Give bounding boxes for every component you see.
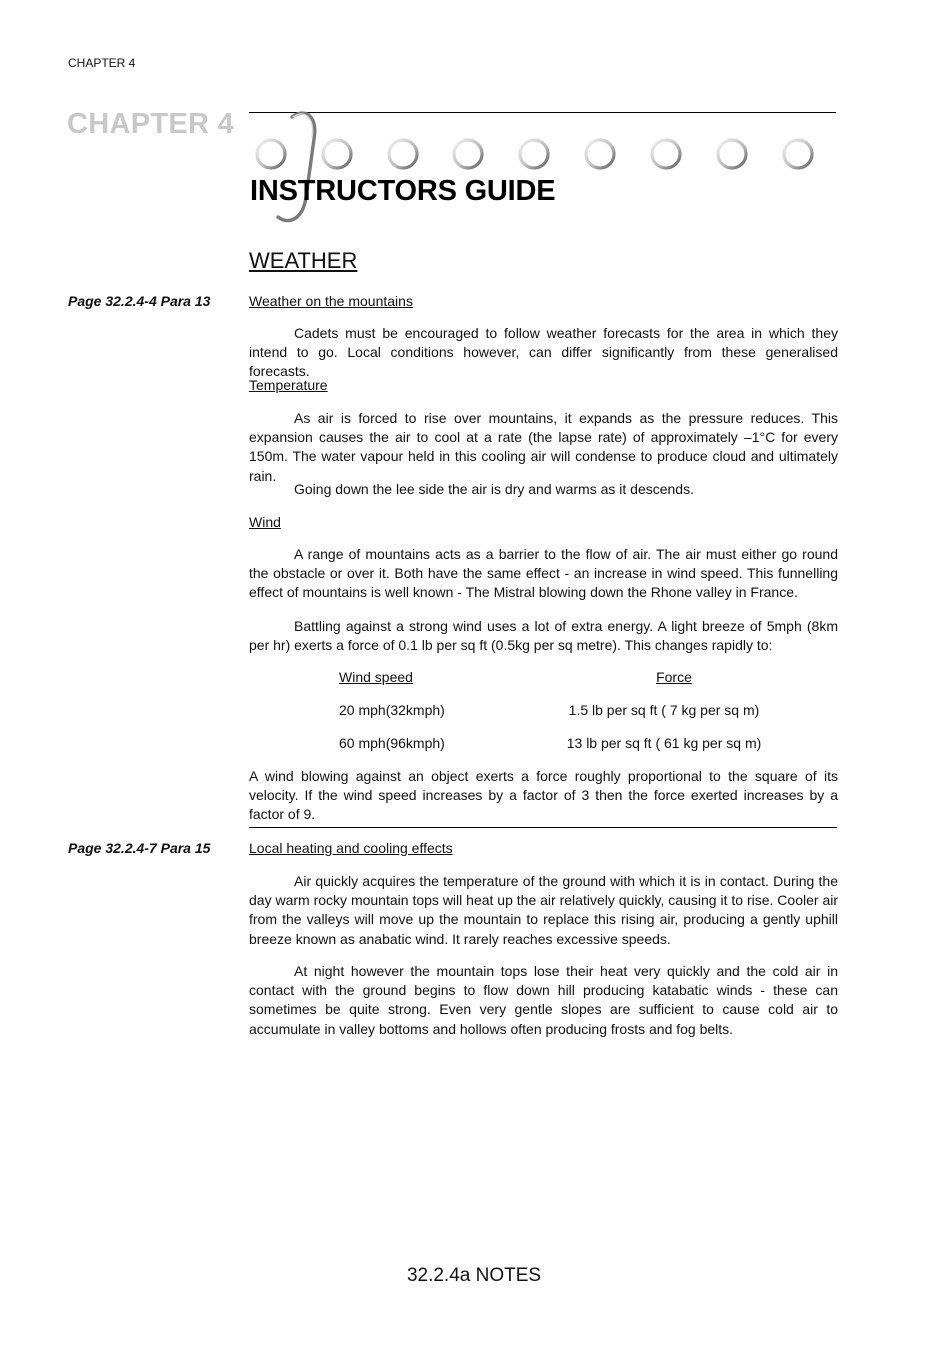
section-title: WEATHER [249,248,358,273]
table-cell-speed-row-2: 60 mph(96kmph) [339,735,445,751]
table-cell-force-row-2: 13 lb per sq ft ( 61 kg per sq m) [566,735,762,751]
guide-title: INSTRUCTORS GUIDE [250,175,556,207]
margin-reference-para-15: Page 32.2.4-7 Para 15 [68,840,211,856]
running-head: CHAPTER 4 [68,56,136,70]
subheading-local-heating-cooling: Local heating and cooling effects [249,840,453,856]
binder-rings [257,140,812,168]
paragraph-local-heating-1: Air quickly acquires the temperature of the ground with which it is in contact. During the day warm rocky mountain tops will heat up the air relatively quickly, causing it to rise. Cooler air from the valleys will move up the mountain to replace this rising air, producing a gently uphill breeze known as anabatic wind. It rarely reaches excessive speeds. [249,873,838,947]
paragraph-temperature-1: As air is forced to rise over mountains, it expands as the pressure reduces. This expansion causes the air to cool at a rate (the lapse rate) of approximately –1°C for every 150m. The water vapour held in this cooling air will condense to produce cloud and ultimately rain. [249,410,838,484]
binder-rings-graphic [248,105,838,230]
paragraph-local-heating-2: At night however the mountain tops lose their heat very quickly and the cold air in contact with the ground begins to flow down hill producing katabatic winds - these can sometimes be quite strong. Even very gentle slopes are sufficient to cause cold air to accumulate in valley bottoms and hollows often producing frosts and fog belts. [249,963,838,1037]
chapter-label: CHAPTER 4 [67,108,235,140]
subheading-temperature: Temperature [249,377,328,393]
paragraph-intro: Cadets must be encouraged to follow weather forecasts for the area in which they intend to go. Local conditions however, can differ significantly from these generalised forecasts. [249,325,838,380]
paragraph-temperature-2: Going down the lee side the air is dry and warms as it descends. [294,481,694,497]
paragraph-wind-3: A wind blowing against an object exerts a force roughly proportional to the square of its velocity. If the wind speed increases by a factor of 3 then the force exerted increases by a factor of 9. [249,768,838,823]
subheading-wind: Wind [249,514,281,530]
table-header-wind-speed: Wind speed [339,669,413,685]
paragraph-wind-1: A range of mountains acts as a barrier to the flow of air. The air must either go round the obstacle or over it. Both have the same effect - an increase in wind speed. This funnelling effect of mountains is well known - The Mistral blowing down the Rhone valley in France. [249,546,838,601]
section-divider [249,827,837,828]
paragraph-wind-2: Battling against a strong wind uses a lot of extra energy. A light breeze of 5mph (8km per hr) exerts a force of 0.1 lb per sq ft (0.5kg per sq metre). This changes rapidly to: [249,618,838,654]
table-cell-force-row-1: 1.5 lb per sq ft ( 7 kg per sq m) [568,702,760,718]
page-footer: 32.2.4a NOTES [406,1265,542,1286]
table-header-force: Force [656,669,692,685]
table-cell-speed-row-1: 20 mph(32kmph) [339,702,445,718]
margin-reference-para-13: Page 32.2.4-4 Para 13 [68,293,211,309]
subheading-weather-on-mountains: Weather on the mountains [249,293,413,309]
